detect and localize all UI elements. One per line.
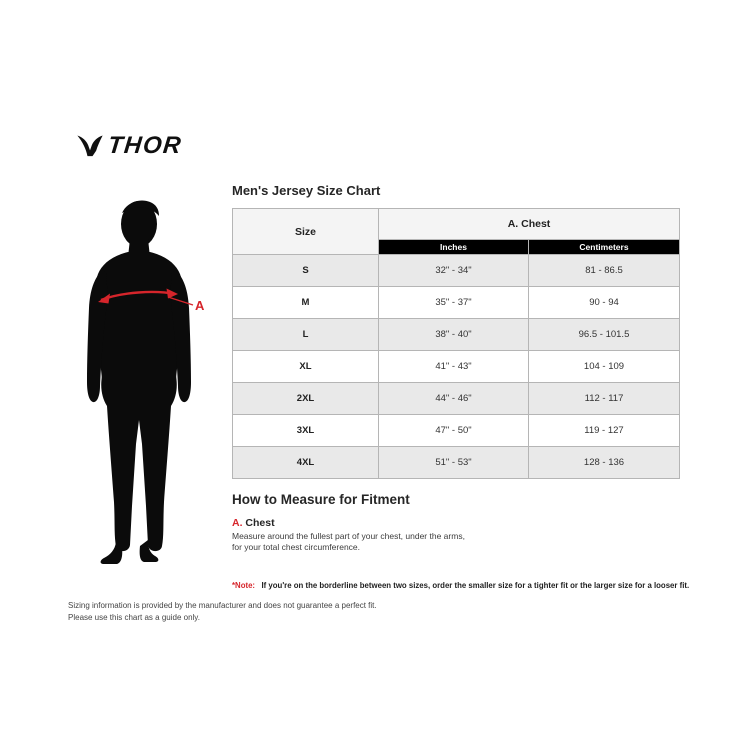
table-row [233,447,680,479]
size-column-header: Size [233,209,379,255]
size-chart-rows [233,255,680,479]
cell-centimeters: 81 - 86.5 [529,255,680,287]
table-row [233,415,680,447]
cell-inches: 38" - 40" [379,319,529,351]
cell-inches: 35" - 37" [379,287,529,319]
cell-inches: 41" - 43" [379,351,529,383]
thor-horns-icon [77,132,103,160]
table-row [233,319,680,351]
sizing-note [232,580,689,590]
cell-size: L [233,319,379,351]
cell-size: S [233,255,379,287]
size-chart-table [232,208,680,479]
table-row [233,255,680,287]
measure-name: Chest [245,517,275,529]
cell-centimeters: 90 - 94 [529,287,680,319]
thor-logo-text: THOR [106,132,184,159]
cell-centimeters: 128 - 136 [529,447,680,479]
thor-logo [77,132,182,160]
male-silhouette-graphic [60,190,230,580]
cell-size: 4XL [233,447,379,479]
table-row [233,351,680,383]
cell-size: 2XL [233,383,379,415]
cell-inches: 32" - 34" [379,255,529,287]
centimeters-column-header: Centimeters [529,240,680,255]
cell-centimeters: 104 - 109 [529,351,680,383]
table-row [233,383,680,415]
measure-a-chest-label [232,517,275,529]
disclaimer-line-2: Please use this chart as a guide only. [68,612,200,622]
cell-centimeters: 112 - 117 [529,383,680,415]
cell-size: 3XL [233,415,379,447]
measure-letter: A. [232,517,243,529]
cell-size: M [233,287,379,319]
disclaimer-line-1: Sizing information is provided by the manufacturer and does not guarantee a perfect fit. [68,601,377,610]
note-text: If you're on the borderline between two sizes, order the smaller size for a tighter fit or the larger size for a looser fit. [261,580,690,590]
page-title: Men's Jersey Size Chart [232,183,381,198]
measure-point-a-label: A [195,298,205,313]
how-to-measure-heading: How to Measure for Fitment [232,492,410,507]
cell-inches: 44" - 46" [379,383,529,415]
cell-size: XL [233,351,379,383]
body-silhouette-figure [60,190,230,580]
cell-inches: 51" - 53" [379,447,529,479]
disclaimer-text [68,600,377,623]
chest-group-header: A. Chest [379,209,680,240]
cell-inches: 47" - 50" [379,415,529,447]
note-label: *Note: [232,580,256,590]
cell-centimeters: 96.5 - 101.5 [529,319,680,351]
table-row [233,287,680,319]
cell-centimeters: 119 - 127 [529,415,680,447]
measure-description: Measure around the fullest part of your chest, under the arms, for your total chest circumference. [232,531,465,553]
inches-column-header: Inches [379,240,529,255]
